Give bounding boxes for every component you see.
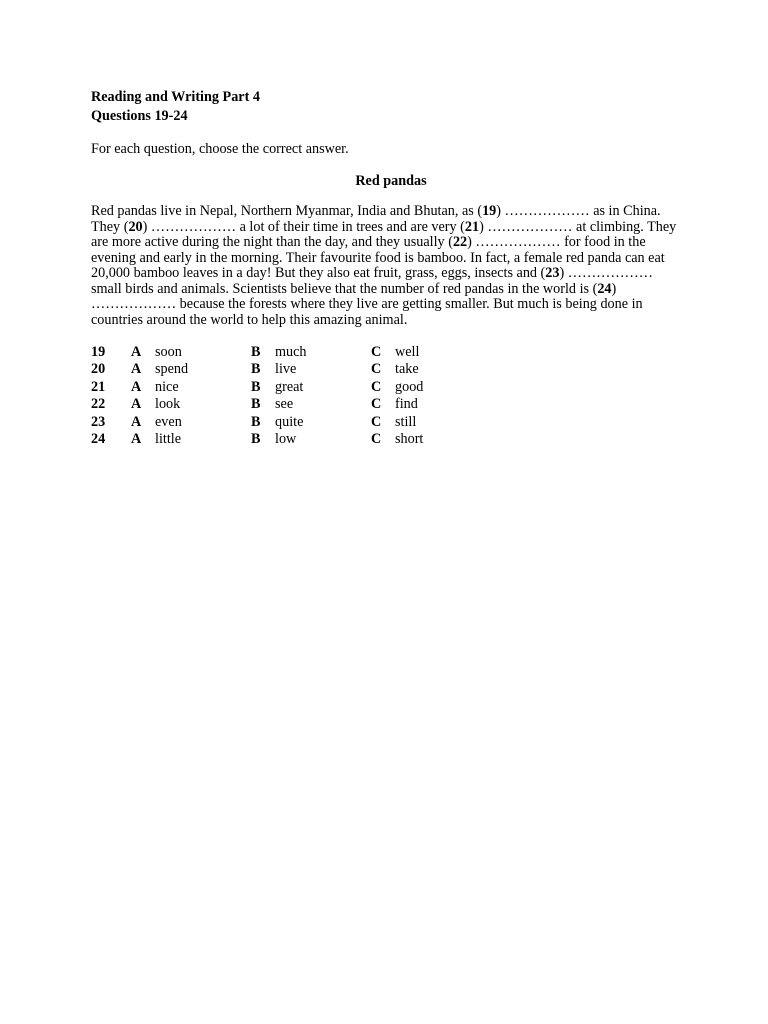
instruction-text: For each question, choose the correct answer. bbox=[91, 141, 349, 157]
passage-text bbox=[91, 204, 681, 328]
option-a-word: nice bbox=[155, 378, 179, 395]
gap-number: 23 bbox=[545, 265, 560, 281]
option-letter-a: A bbox=[131, 344, 142, 360]
option-b-word: much bbox=[275, 344, 307, 360]
option-row bbox=[91, 344, 491, 361]
option-c-word: well bbox=[395, 344, 420, 360]
gap-number: 19 bbox=[482, 203, 497, 219]
option-c-word: short bbox=[395, 431, 424, 448]
option-letter-b: B bbox=[251, 361, 261, 378]
question-number: 23 bbox=[91, 413, 106, 430]
option-a-word: even bbox=[155, 413, 182, 430]
option-letter-a: A bbox=[131, 431, 142, 448]
option-b-word: see bbox=[275, 396, 294, 413]
option-c-word: good bbox=[395, 378, 424, 395]
passage-segment: ) ……………… because the forests where they live are getting smaller. But much is being done in countries around the world to help this amazing animal. bbox=[91, 280, 643, 328]
question-number: 21 bbox=[91, 378, 106, 395]
option-letter-c: C bbox=[371, 361, 382, 378]
option-letter-c: C bbox=[371, 378, 382, 395]
option-letter-c: C bbox=[371, 431, 382, 448]
gap-number: 21 bbox=[464, 218, 480, 235]
option-letter-b: B bbox=[251, 396, 261, 413]
option-row bbox=[91, 361, 491, 378]
gap-number: 20 bbox=[128, 218, 143, 235]
option-b-word: quite bbox=[275, 413, 304, 430]
question-number: 22 bbox=[91, 396, 106, 413]
option-row bbox=[91, 431, 491, 448]
option-letter-c: C bbox=[371, 344, 382, 360]
option-a-word: look bbox=[155, 396, 181, 413]
passage-segment: ) ……………… small birds and animals. Scientists believe that the number of red pandas in the world is ( bbox=[91, 265, 653, 297]
passage-segment: ) ……………… as in China. They ( bbox=[91, 203, 661, 235]
passage-segment: ) ……………… a lot of their time in trees and are very ( bbox=[142, 218, 465, 235]
option-row bbox=[91, 414, 491, 431]
gap-number: 24 bbox=[597, 280, 612, 297]
option-b-word: low bbox=[275, 431, 297, 448]
options-table bbox=[91, 344, 491, 448]
passage-segment: ) ……………… at climbing. They are more active during the night than the day, and they usually ( bbox=[91, 218, 677, 250]
option-letter-a: A bbox=[131, 378, 142, 395]
passage-segment: ) ……………… for food in the evening and early in the morning. Their favourite food is bamboo. In fact, a female red panda can eat 20,000 bamboo leaves in a day! But they also eat fruit, grass, eggs, insects and ( bbox=[91, 234, 665, 281]
option-letter-a: A bbox=[131, 361, 142, 378]
option-letter-c: C bbox=[371, 413, 382, 430]
option-a-word: spend bbox=[155, 361, 189, 378]
option-b-word: live bbox=[275, 361, 297, 378]
option-a-word: little bbox=[155, 431, 182, 448]
passage-title: Red pandas bbox=[355, 173, 427, 189]
option-c-word: still bbox=[395, 413, 417, 430]
passage-segment: Red pandas live in Nepal, Northern Myanmar, India and Bhutan, as ( bbox=[91, 203, 483, 219]
option-letter-b: B bbox=[251, 378, 261, 395]
option-c-word: find bbox=[395, 396, 418, 413]
option-c-word: take bbox=[395, 361, 419, 378]
question-number: 24 bbox=[91, 431, 106, 448]
option-letter-a: A bbox=[131, 396, 142, 413]
option-letter-c: C bbox=[371, 396, 382, 413]
exam-page bbox=[91, 88, 681, 448]
option-row bbox=[91, 379, 491, 396]
question-number: 20 bbox=[91, 361, 106, 378]
gap-number: 22 bbox=[452, 234, 468, 250]
option-letter-b: B bbox=[251, 431, 261, 448]
option-letter-a: A bbox=[131, 413, 142, 430]
questions-range-heading: Questions 19-24 bbox=[91, 108, 188, 124]
option-b-word: great bbox=[275, 378, 304, 395]
question-number: 19 bbox=[91, 344, 106, 360]
option-letter-b: B bbox=[251, 413, 261, 430]
option-a-word: soon bbox=[155, 344, 182, 360]
option-row bbox=[91, 396, 491, 413]
section-heading: Reading and Writing Part 4 bbox=[91, 89, 260, 105]
option-letter-b: B bbox=[251, 344, 261, 360]
